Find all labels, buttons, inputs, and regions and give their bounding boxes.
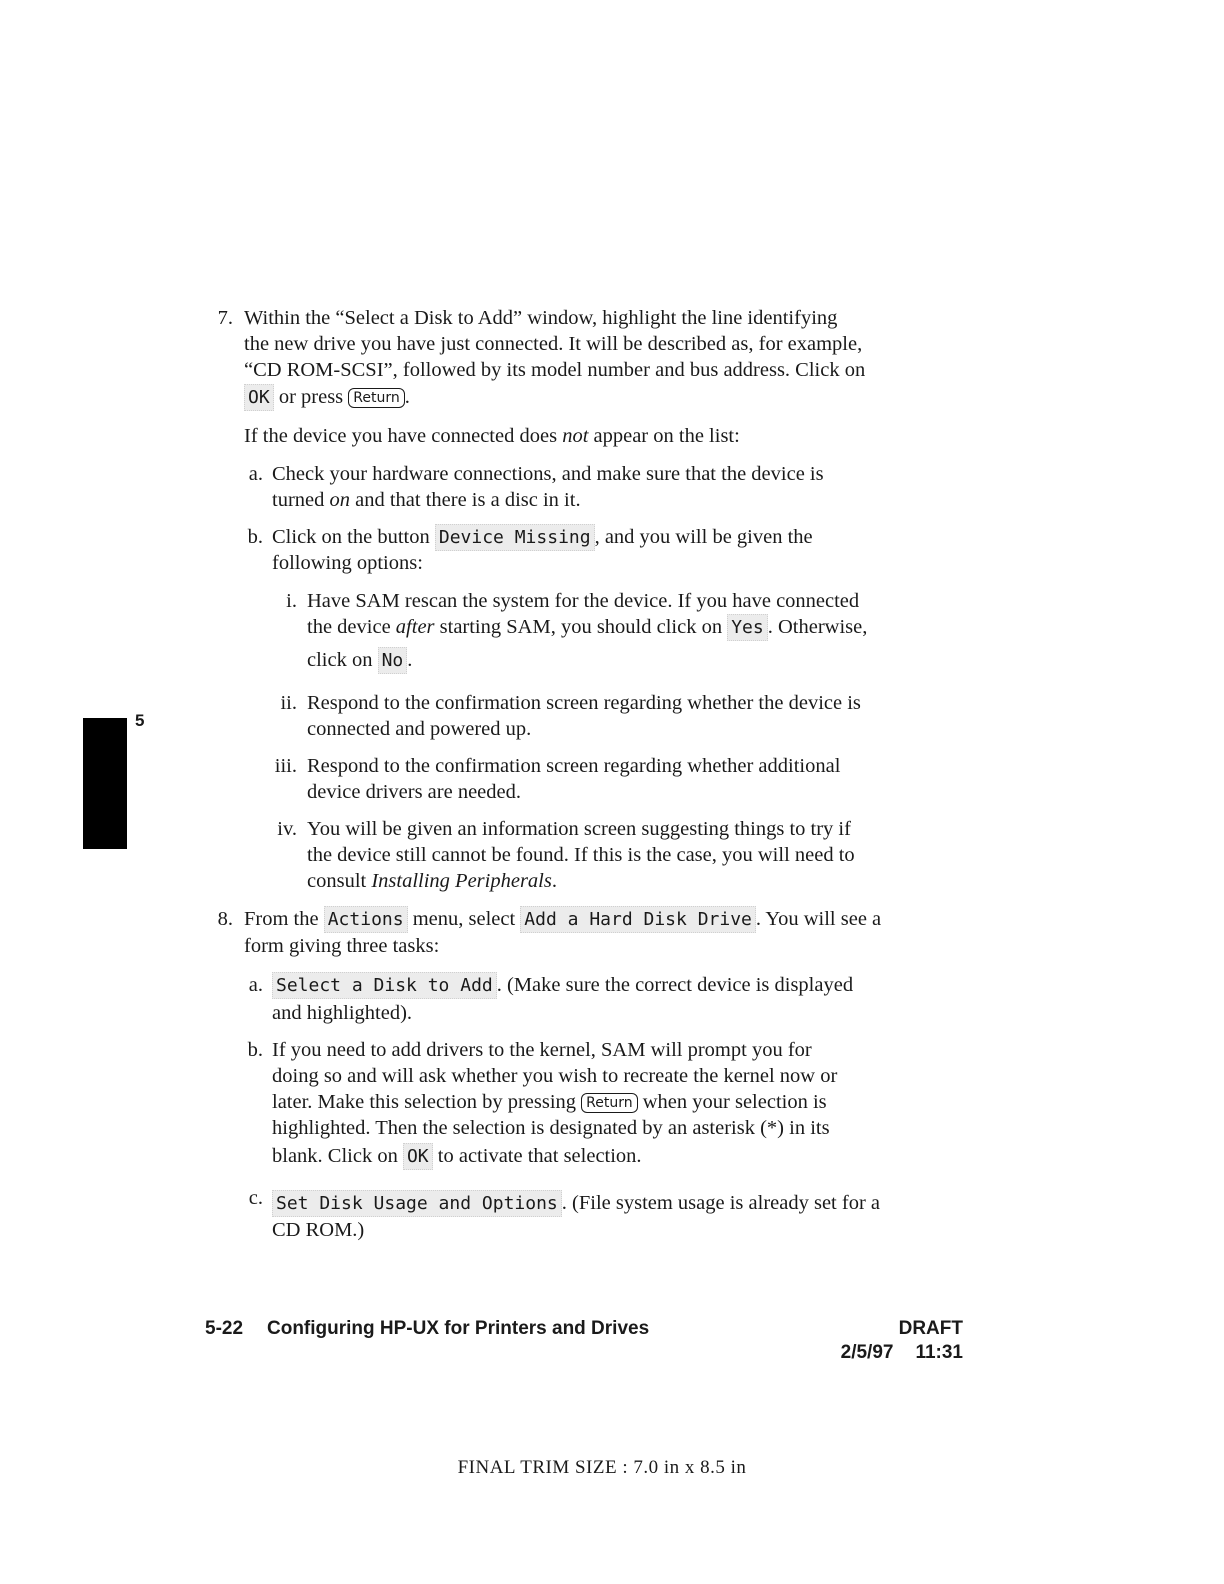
roman-numeral: iv. [277, 818, 297, 840]
text: to activate that selection. [432, 1145, 642, 1167]
substep-letter: a. [248, 974, 263, 996]
return-key: Return [581, 1093, 637, 1113]
set-disk-usage-and-options-task[interactable]: Set Disk Usage and Options [272, 1190, 562, 1217]
step7a-line1: Check your hardware connections, and make sure that the device is [272, 463, 824, 485]
footer-page-number: 5-22 [205, 1318, 244, 1339]
text: blank. Click on [272, 1145, 403, 1167]
step8-line1 [244, 906, 881, 933]
text: turned [272, 489, 330, 511]
chapter-tab [83, 718, 127, 849]
actions-menu[interactable]: Actions [324, 906, 408, 933]
substep-letter: c. [248, 1187, 263, 1209]
text: . [404, 386, 410, 408]
step8b-line1: If you need to add drivers to the kernel, SAM will prompt you for [272, 1039, 812, 1061]
roman-numeral: iii. [274, 755, 297, 777]
text: the device [307, 616, 396, 638]
step8b-line2: doing so and will ask whether you wish to recreate the kernel now or [272, 1065, 838, 1087]
roman-numeral: i. [286, 590, 297, 612]
step7b-line2: following options: [272, 552, 423, 574]
step7b-iii-line1: Respond to the confirmation screen regarding whether additional [307, 755, 841, 777]
text: . (File system usage is already set for a [561, 1192, 880, 1214]
ok-button[interactable]: OK [403, 1143, 433, 1170]
text: appear on the list: [588, 425, 740, 447]
step7b-i-line3 [307, 647, 412, 674]
substep-letter: b. [247, 526, 263, 548]
text: . Otherwise, [767, 616, 868, 638]
text: . [407, 649, 413, 671]
step8c-line1 [272, 1190, 880, 1217]
substep-letter: a. [248, 463, 263, 485]
text: when your selection is [637, 1091, 827, 1113]
trim-size-note: FINAL TRIM SIZE : 7.0 in x 8.5 in [457, 1457, 747, 1478]
text: If the device you have connected does [244, 425, 563, 447]
footer-draft-label: DRAFT [898, 1318, 963, 1339]
return-key: Return [348, 388, 404, 408]
text: consult [307, 870, 372, 892]
step7b-iv-line2: the device still cannot be found. If this is the case, you will need to [307, 844, 855, 866]
add-hard-disk-drive-menu-item[interactable]: Add a Hard Disk Drive [520, 906, 756, 933]
step-number: 7. [217, 307, 233, 329]
emphasis: after [395, 616, 435, 638]
text: . (Make sure the correct device is displayed [496, 974, 854, 996]
step7a-line2 [272, 487, 581, 513]
device-missing-button[interactable]: Device Missing [435, 524, 595, 551]
text: Click on the button [272, 526, 435, 548]
step8-line2: form giving three tasks: [244, 935, 440, 957]
step8a-line1 [272, 972, 853, 999]
step7b-iv-line1: You will be given an information screen suggesting things to try if [307, 818, 851, 840]
footer-chapter-title: Configuring HP-UX for Printers and Drives [267, 1318, 650, 1339]
text: . [551, 870, 557, 892]
footer-date: 2/5/97 [840, 1342, 894, 1363]
step7b-i-line2 [307, 614, 867, 641]
text: click on [307, 649, 378, 671]
select-a-disk-to-add-task[interactable]: Select a Disk to Add [272, 972, 497, 999]
step7-line2: the new drive you have just connected. It will be described as, for example, [244, 333, 863, 355]
step8c-line2: CD ROM.) [272, 1219, 365, 1241]
step8b-line4: highlighted. Then the selection is designated by an asterisk (*) in its [272, 1117, 830, 1139]
emphasis: not [562, 425, 589, 447]
step8a-line2: and highlighted). [272, 1002, 413, 1024]
step7b-ii-line2: connected and powered up. [307, 718, 532, 740]
roman-numeral: ii. [280, 692, 297, 714]
step8b-line5 [272, 1143, 642, 1170]
footer-datetime [763, 1341, 963, 1365]
text: menu, select [407, 908, 521, 930]
step7-line4 [244, 384, 410, 411]
step8b-line3 [272, 1089, 827, 1115]
text: . You will see a [755, 908, 882, 930]
chapter-tab-number: 5 [135, 711, 145, 730]
text: or press [273, 386, 349, 408]
book-title: Installing Peripherals [371, 870, 552, 892]
step7-line3: “CD ROM-SCSI”, followed by its model number and bus address. Click on [244, 359, 866, 381]
step7-line1: Within the “Select a Disk to Add” window, highlight the line identifying [244, 307, 838, 329]
text: later. Make this selection by pressing [272, 1091, 582, 1113]
text: , and you will be given the [594, 526, 813, 548]
step7b-iii-line2: device drivers are needed. [307, 781, 521, 803]
step7b-i-line1: Have SAM rescan the system for the device. If you have connected [307, 590, 860, 612]
ok-button[interactable]: OK [244, 384, 274, 411]
emphasis: on [329, 489, 350, 511]
step7b-line1 [272, 524, 813, 551]
step7-if-line [244, 423, 740, 449]
step7b-ii-line1: Respond to the confirmation screen regarding whether the device is [307, 692, 861, 714]
step7b-iv-line3 [307, 868, 557, 894]
yes-button[interactable]: Yes [727, 614, 768, 641]
substep-letter: b. [247, 1039, 263, 1061]
text: From the [244, 908, 324, 930]
text: and that there is a disc in it. [350, 489, 581, 511]
footer-time: 11:31 [915, 1342, 963, 1363]
no-button[interactable]: No [378, 647, 408, 674]
text: starting SAM, you should click on [434, 616, 728, 638]
step-number: 8. [217, 908, 233, 930]
